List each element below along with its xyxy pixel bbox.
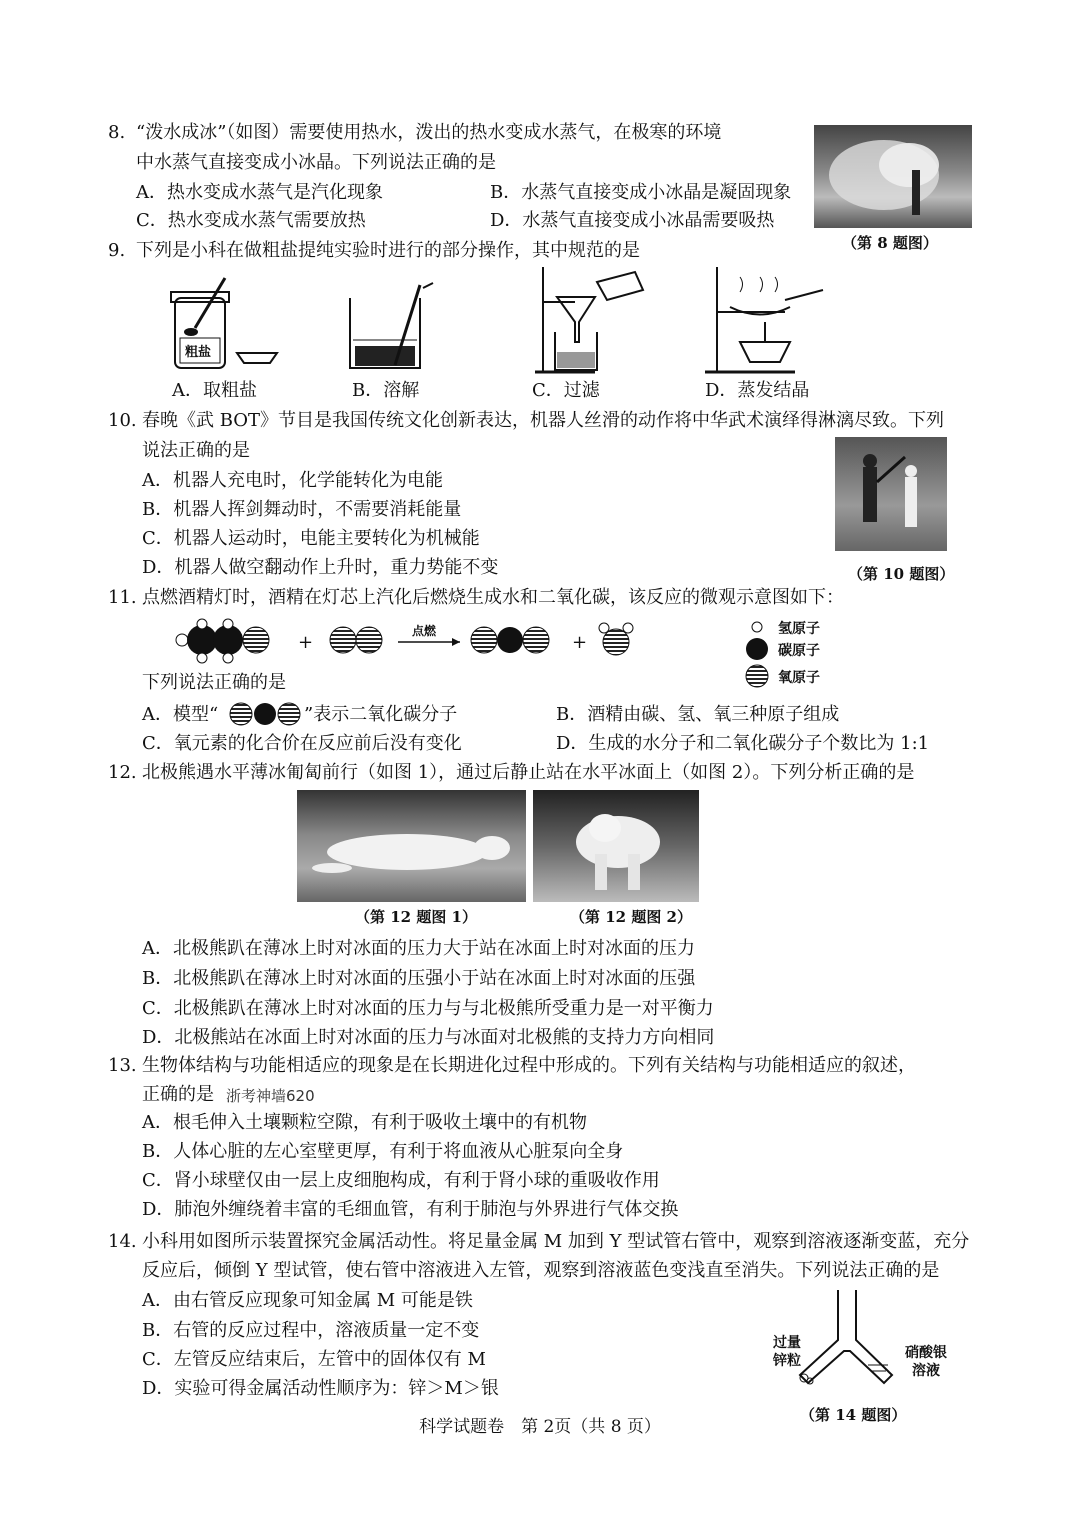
q12-option-c: C．北极熊趴在薄冰上时对冰面的压力与与北极熊所受重力是一对平衡力 [142, 998, 714, 1019]
q13-option-b: B．人体心脏的左心室壁更厚，有利于将血液从心脏泵向全身 [142, 1141, 624, 1162]
q11-option-d: D．生成的水分子和二氧化碳分子个数比为 1:1 [556, 733, 930, 754]
q11-arrow-label: 点燃 [412, 624, 437, 638]
q11-option-a-prefix: A．模型“ [142, 704, 219, 725]
q13-stem-line2: 正确的是 [142, 1084, 214, 1105]
q13-number: 13. [108, 1055, 137, 1076]
q11-legend-carbon: 碳原子 [778, 643, 820, 659]
q14-label-right-line1: 硝酸银 [905, 1345, 947, 1361]
q8-option-a: A．热水变成水蒸气是汽化现象 [136, 182, 383, 203]
q11-legend-symbols [745, 618, 775, 690]
q10-option-b: B．机器人挥剑舞动时，不需要消耗能量 [142, 499, 462, 520]
q11-legend-oxygen: 氧原子 [778, 670, 820, 686]
q11-plus-2: + [572, 632, 588, 653]
q14-y-tube-figure [790, 1285, 910, 1400]
q13-stem-line1: 生物体结构与功能相适应的现象是在长期进化过程中形成的。下列有关结构与功能相适应的叙述， [142, 1055, 916, 1076]
q12-photo-bear-crawling [297, 790, 526, 902]
q10-option-d: D．机器人做空翻动作上升时，重力势能不变 [142, 557, 499, 578]
q10-number: 10. [108, 410, 137, 431]
q8-stem-line1: “泼水成冰”（如图）需要使用热水，泼出的热水变成水蒸气，在极寒的环境 [136, 122, 722, 143]
q14-stem-line2: 反应后，倾倒 Y 型试管，使右管中溶液进入左管，观察到溶液蓝色变浅直至消失。下列说法正确的是 [142, 1260, 940, 1281]
q8-stem-line2: 中水蒸气直接变成小冰晶。下列说法正确的是 [136, 152, 496, 173]
q13-option-a: A．根毛伸入土壤颗粒空隙，有利于吸收土壤中的有机物 [142, 1112, 587, 1133]
q13-option-d: D．肺泡外缠绕着丰富的毛细血管，有利于肺泡与外界进行气体交换 [142, 1199, 679, 1220]
q9-option-c: C．过滤 [532, 380, 600, 401]
q8-option-c: C．热水变成水蒸气需要放热 [136, 210, 366, 231]
q10-option-a: A．机器人充电时，化学能转化为电能 [142, 470, 443, 491]
q10-caption: （第 10 题图） [848, 565, 955, 583]
q9-number: 9. [108, 240, 126, 261]
q14-label-left-line2: 锌粒 [773, 1353, 801, 1369]
q8-number: 8. [108, 122, 126, 143]
q14-option-a: A．由右管反应现象可知金属 M 可能是铁 [142, 1290, 473, 1311]
q12-option-a: A．北极熊趴在薄冰上时对冰面的压力大于站在冰面上时对冰面的压力 [142, 938, 695, 959]
q9-c-filter-figure [535, 262, 650, 377]
q12-caption-2: （第 12 题图 2） [570, 908, 692, 926]
q8-option-d: D．水蒸气直接变成小冰晶需要吸热 [490, 210, 775, 231]
q11-option-b: B．酒精由碳、氢、氧三种原子组成 [556, 704, 840, 725]
q12-photo-bear-standing [533, 790, 699, 902]
q9-d-evaporate-figure [705, 262, 830, 377]
q11-stem: 点燃酒精灯时，酒精在灯芯上汽化后燃烧生成水和二氧化碳，该反应的微观示意图如下： [142, 587, 844, 608]
q14-stem-line1: 小科用如图所示装置探究金属活动性。将足量金属 M 加到 Y 型试管右管中，观察到溶液逐渐变蓝，充分 [142, 1231, 970, 1252]
q11-option-a-co2-model [228, 700, 302, 728]
q11-plus-1: + [298, 632, 314, 653]
q8-splash-illustration [814, 125, 972, 228]
q10-option-c: C．机器人运动时，电能主要转化为机械能 [142, 528, 480, 549]
page-footer: 科学试题卷 第 2页（共 8 页） [419, 1417, 661, 1437]
q12-option-d: D．北极熊站在冰面上时对冰面的压力与冰面对北极熊的支持力方向相同 [142, 1027, 715, 1048]
q11-water-molecule [599, 623, 633, 655]
q11-option-c: C．氧元素的化合价在反应前后没有变化 [142, 733, 462, 754]
q9-option-a: A．取粗盐 [172, 380, 257, 401]
q9-option-d: D．蒸发结晶 [705, 380, 810, 401]
q9-jar-label: 粗盐 [185, 345, 212, 360]
q12-stem: 北极熊遇水平薄冰匍匐前行（如图 1），通过后静止站在水平冰面上（如图 2）。下列分析正确的是 [142, 762, 915, 783]
q11-co2-molecule [471, 627, 549, 653]
q10-robot-illustration [835, 437, 947, 551]
q12-caption-1: （第 12 题图 1） [355, 908, 477, 926]
q14-option-b: B．右管的反应过程中，溶液质量一定不变 [142, 1320, 480, 1341]
q11-oxygen-molecule [330, 627, 382, 653]
q9-stem: 下列是小科在做粗盐提纯实验时进行的部分操作，其中规范的是 [136, 240, 640, 261]
q14-label-left-line1: 过量 [773, 1335, 801, 1351]
q11-ethanol-molecule [176, 619, 269, 663]
q9-b-dissolve-figure [345, 280, 435, 380]
q12-bear-crawl-illustration [297, 790, 526, 902]
q14-option-d: D．实验可得金属活动性顺序为：锌＞M＞银 [142, 1378, 499, 1399]
q12-option-b: B．北极熊趴在薄冰上时对冰面的压强小于站在冰面上时对冰面的压强 [142, 968, 696, 989]
q13-inline-watermark: 浙考神墙620 [226, 1087, 315, 1105]
q14-label-right-line2: 溶液 [912, 1363, 940, 1379]
q11-number: 11. [108, 587, 137, 608]
q9-option-b: B．溶解 [352, 380, 420, 401]
q14-number: 14. [108, 1231, 137, 1252]
q14-option-c: C．左管反应结束后，左管中的固体仅有 M [142, 1349, 486, 1370]
q9-a-take-salt-figure [165, 268, 285, 378]
q8-caption: （第 8 题图） [842, 234, 938, 252]
q13-option-c: C．肾小球壁仅由一层上皮细胞构成，有利于肾小球的重吸收作用 [142, 1170, 660, 1191]
q11-option-a-suffix: ”表示二氧化碳分子 [304, 704, 458, 725]
q10-photo-robots [835, 437, 947, 551]
q11-ask: 下列说法正确的是 [142, 672, 286, 693]
q8-photo-splash-ice [814, 125, 972, 228]
q12-bear-stand-illustration [533, 790, 699, 902]
q14-caption: （第 14 题图） [800, 1406, 907, 1424]
q10-stem-line2: 说法正确的是 [142, 440, 250, 461]
q10-stem-line1: 春晚《武 BOT》节目是我国传统文化创新表达，机器人丝滑的动作将中华武术演绎得淋漓尽致。下列 [142, 410, 945, 431]
q11-legend-hydrogen: 氢原子 [778, 621, 820, 637]
q8-option-b: B．水蒸气直接变成小冰晶是凝固现象 [490, 182, 792, 203]
q12-number: 12. [108, 762, 137, 783]
